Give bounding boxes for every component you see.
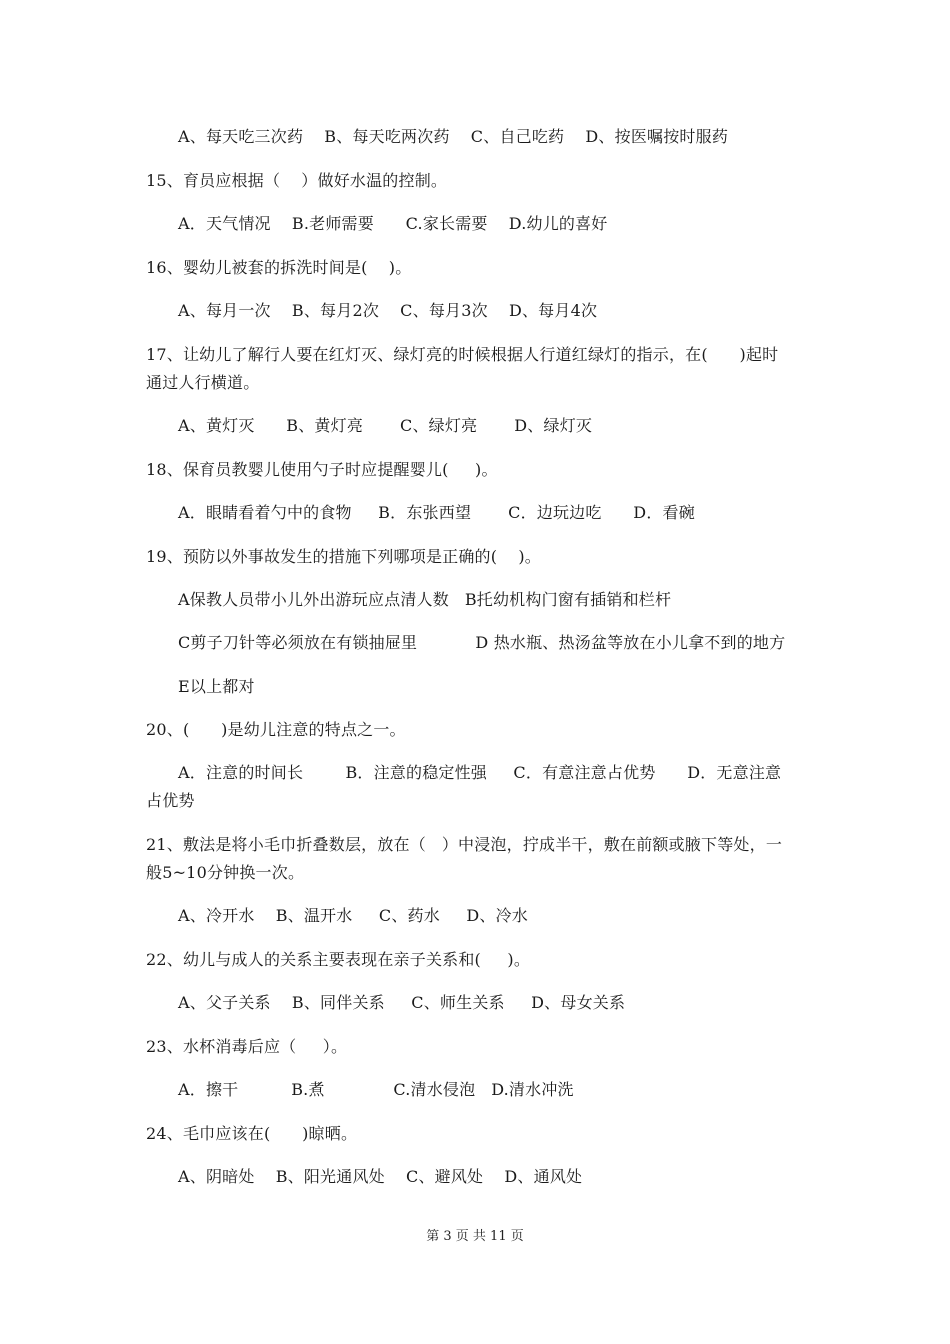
q15-options: A．天气情况 B.老师需要 C.家长需要 D.幼儿的喜好 (178, 214, 608, 233)
question-21: 21、敷法是将小毛巾折叠数层，放在（ ）中浸泡，拧成半干，敷在前额或腋下等处，一 (146, 835, 783, 854)
question-17: 17、让幼儿了解行人要在红灯灭、绿灯亮的时候根据人行道红绿灯的指示，在( )起时 (146, 345, 779, 364)
page-footer: 第 3 页 共 11 页 (426, 1229, 524, 1244)
q20-options: A．注意的时间长 B．注意的稳定性强 C．有意注意占优势 D．无意注意 (178, 763, 782, 782)
q16-options: A、每月一次 B、每月2次 C、每月3次 D、每月4次 (178, 301, 598, 320)
q14-options: A、每天吃三次药 B、每天吃两次药 C、自己吃药 D、按医嘱按时服药 (178, 127, 729, 146)
q19-options-ab: A保教人员带小儿外出游玩应点清人数 B托幼机构门窗有插销和栏杆 (178, 590, 672, 609)
question-19: 19、预防以外事故发生的措施下列哪项是正确的( )。 (146, 547, 541, 566)
q23-options: A．擦干 B.煮 C.清水侵泡 D.清水冲洗 (178, 1080, 574, 1099)
question-15: 15、育员应根据（ ）做好水温的控制。 (146, 171, 448, 190)
q18-options: A．眼睛看着勺中的食物 B．东张西望 C．边玩边吃 D．看碗 (178, 503, 695, 522)
question-16: 16、婴幼儿被套的拆洗时间是( )。 (146, 258, 412, 277)
q20-options-cont: 占优势 (146, 791, 195, 810)
question-17-cont: 通过人行横道。 (146, 373, 260, 392)
q22-options: A、父子关系 B、同伴关系 C、师生关系 D、母女关系 (178, 993, 626, 1012)
question-20: 20、( )是幼儿注意的特点之一。 (146, 720, 406, 739)
question-18: 18、保育员教婴儿使用勺子时应提醒婴儿( )。 (146, 460, 498, 479)
q24-options: A、阴暗处 B、阳光通风处 C、避风处 D、通风处 (178, 1167, 583, 1186)
question-24: 24、毛巾应该在( )晾晒。 (146, 1124, 358, 1143)
q19-options-cd: C剪子刀针等必须放在有锁抽屉里 D 热水瓶、热汤盆等放在小儿拿不到的地方 (178, 633, 786, 652)
q17-options: A、黄灯灭 B、黄灯亮 C、绿灯亮 D、绿灯灭 (178, 416, 593, 435)
q19-option-e: E以上都对 (178, 677, 255, 696)
question-22: 22、幼儿与成人的关系主要表现在亲子关系和( )。 (146, 950, 531, 969)
question-21-cont: 般5~10分钟换一次。 (146, 863, 305, 882)
question-23: 23、水杯消毒后应（ ）。 (146, 1037, 348, 1056)
q21-options: A、冷开水 B、温开水 C、药水 D、冷水 (178, 906, 528, 925)
